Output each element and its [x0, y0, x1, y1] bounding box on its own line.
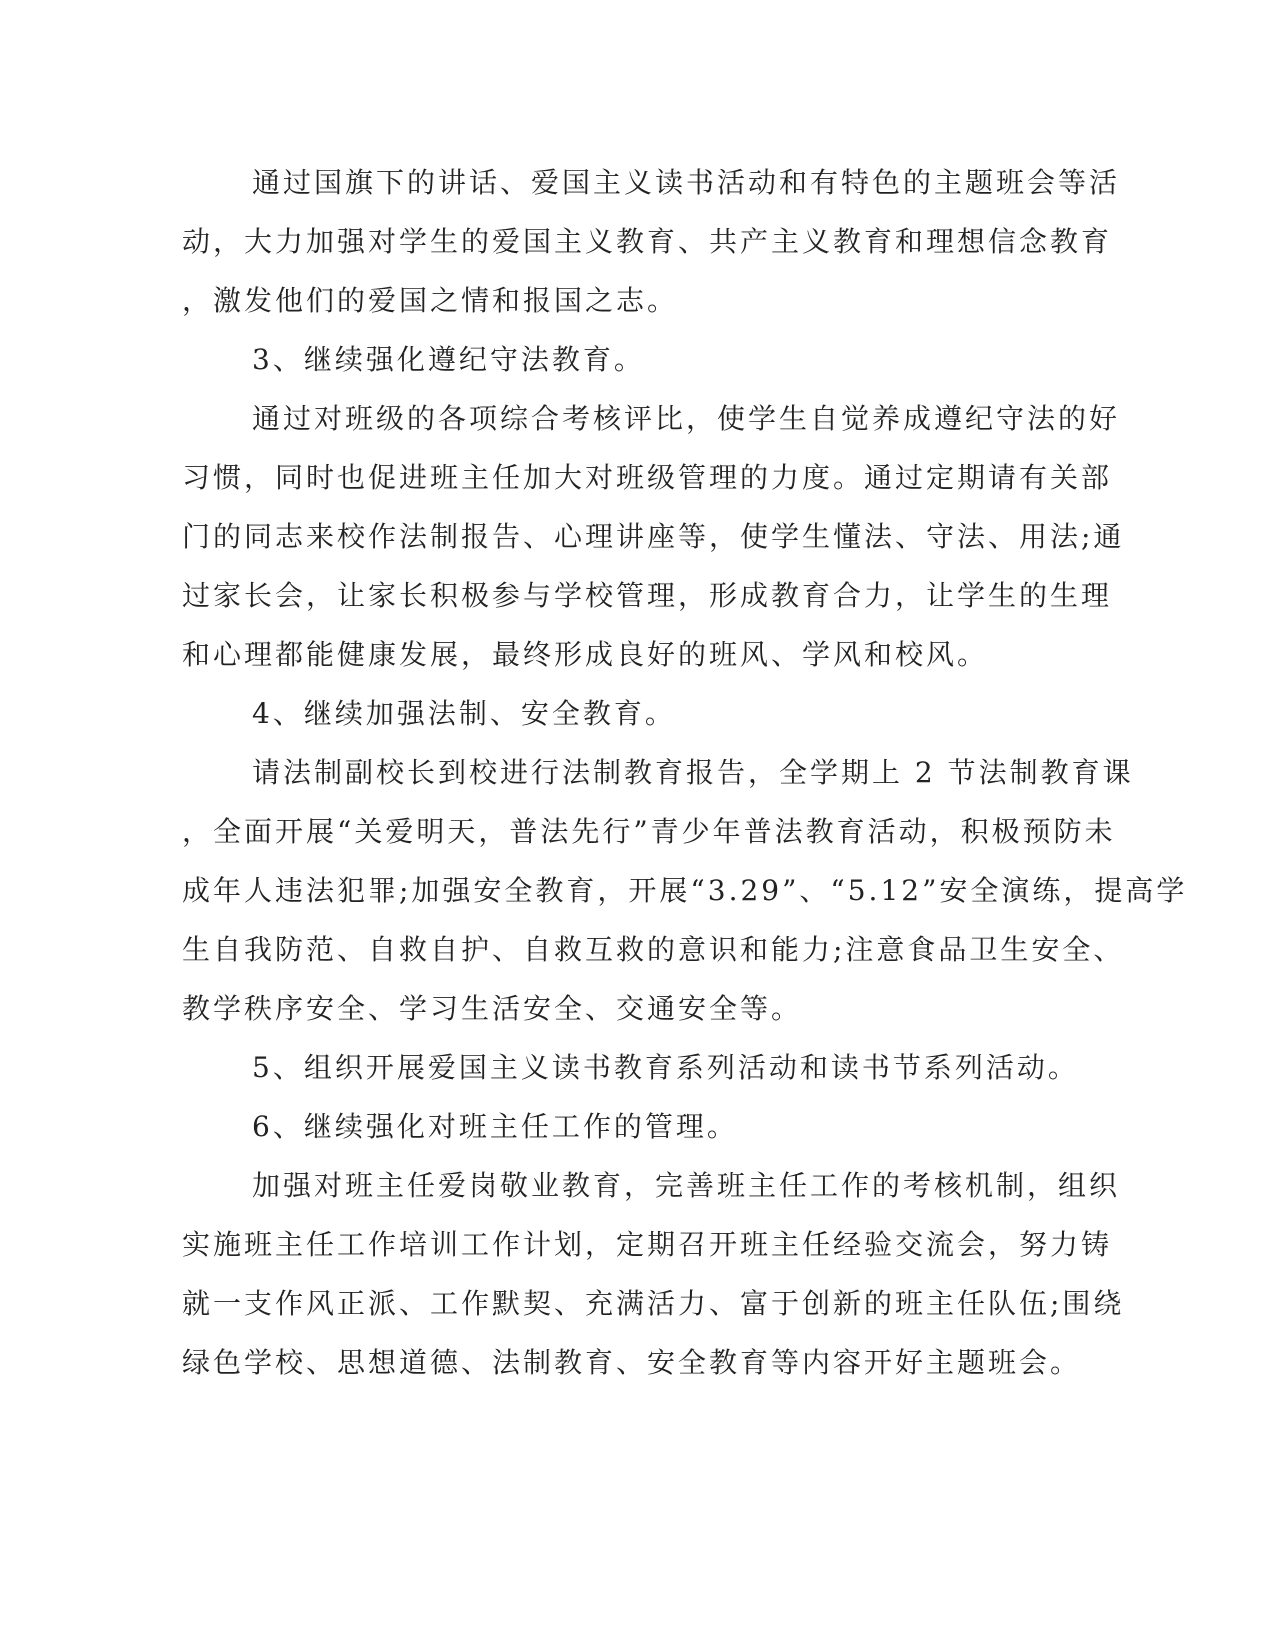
paragraph-line: 加强对班主任爱岗敬业教育，完善班主任工作的考核机制，组织	[252, 1169, 1121, 1202]
paragraph-line: 成年人违法犯罪;加强安全教育，开展“3.29”、“5.12”安全演练，提高学	[182, 874, 1188, 907]
paragraph-line: 过家长会，让家长积极参与学校管理，形成教育合力，让学生的生理	[182, 579, 1113, 612]
section-heading: 3、继续强化遵纪守法教育。	[252, 343, 645, 376]
paragraph-line: 通过对班级的各项综合考核评比，使学生自觉养成遵纪守法的好	[252, 402, 1121, 435]
paragraph-line: 绿色学校、思想道德、法制教育、安全教育等内容开好主题班会。	[182, 1346, 1082, 1379]
paragraph-line: 就一支作风正派、工作默契、充满活力、富于创新的班主任队伍;围绕	[182, 1287, 1125, 1320]
paragraph-line: 请法制副校长到校进行法制教育报告，全学期上 2 节法制教育课	[252, 756, 1134, 789]
paragraph-line: 生自我防范、自救自护、自救互救的意识和能力;注意食品卫生安全、	[182, 933, 1125, 966]
document-body	[182, 153, 1188, 1392]
paragraph-line: 通过国旗下的讲话、爱国主义读书活动和有特色的主题班会等活	[252, 166, 1121, 199]
paragraph-line: 门的同志来校作法制报告、心理讲座等，使学生懂法、守法、用法;通	[182, 520, 1125, 553]
paragraph-line: ，全面开展“关爱明天，普法先行”青少年普法教育活动，积极预防未	[182, 815, 1116, 848]
paragraph-line: 习惯，同时也促进班主任加大对班级管理的力度。通过定期请有关部	[182, 461, 1113, 494]
paragraph-line: 和心理都能健康发展，最终形成良好的班风、学风和校风。	[182, 638, 989, 671]
section-heading: 4、继续加强法制、安全教育。	[252, 697, 676, 730]
paragraph-line: 实施班主任工作培训工作计划，定期召开班主任经验交流会，努力铸	[182, 1228, 1113, 1261]
paragraph-line: 教学秩序安全、学习生活安全、交通安全等。	[182, 992, 803, 1025]
section-heading: 6、继续强化对班主任工作的管理。	[252, 1110, 738, 1143]
section-heading: 5、组织开展爱国主义读书教育系列活动和读书节系列活动。	[252, 1051, 1079, 1084]
paragraph-line: ，激发他们的爱国之情和报国之志。	[182, 284, 679, 317]
paragraph-line: 动，大力加强对学生的爱国主义教育、共产主义教育和理想信念教育	[182, 225, 1113, 258]
